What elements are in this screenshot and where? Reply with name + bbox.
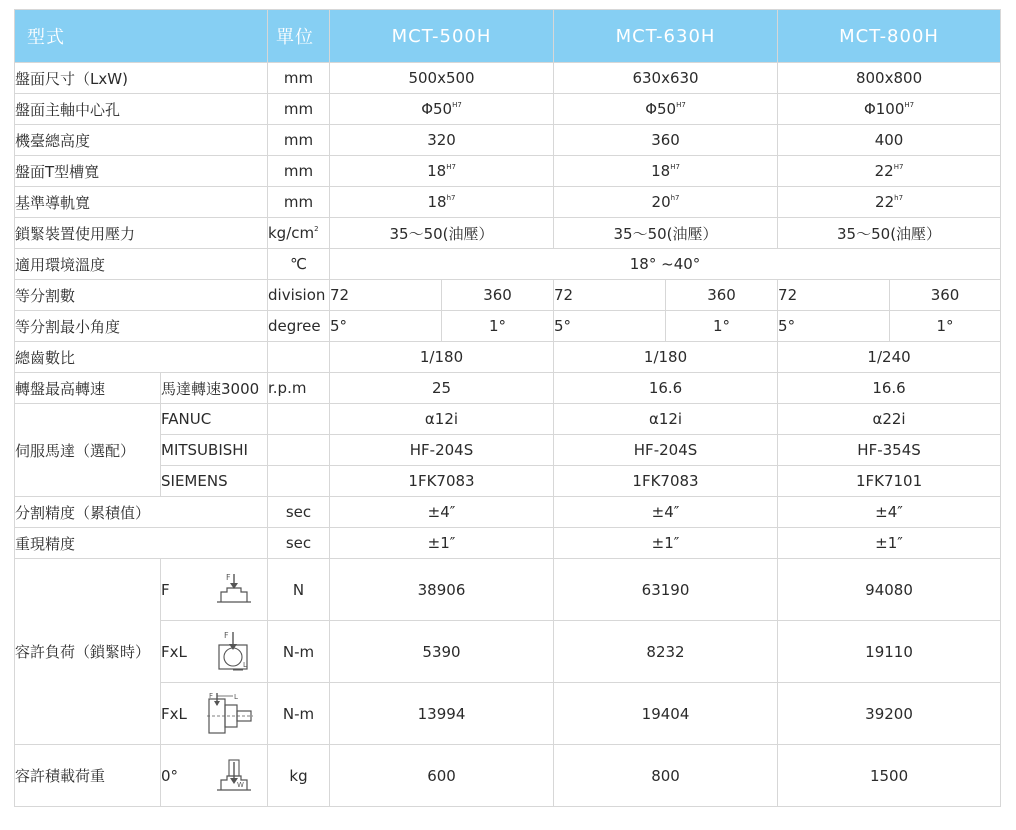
value-cell: $\Phi 50^{H7}$ <box>330 94 554 125</box>
value-cell: 5° <box>554 311 666 342</box>
value-cell: 400 <box>778 125 1001 156</box>
value-cell: HF-204S <box>330 435 554 466</box>
row-unit: mm <box>268 187 330 218</box>
value-cell: 1/240 <box>778 342 1001 373</box>
value-cell: 1° <box>442 311 554 342</box>
row-sublabel: FANUC <box>161 404 268 435</box>
row-unit <box>268 404 330 435</box>
tolerance-sup: H7 <box>676 101 686 109</box>
value-cell: 72 <box>778 280 890 311</box>
model-header: MCT-800H <box>778 10 1001 63</box>
value-cell: 8232 <box>554 621 778 683</box>
svg-text:W: W <box>237 780 244 789</box>
value-cell: 35～50(油壓） <box>330 218 554 249</box>
load-capacity-diagram-icon <box>213 756 255 796</box>
row-servo-mitsubishi <box>15 435 1001 466</box>
row-servo-siemens <box>15 466 1001 497</box>
value-cell: 38906 <box>330 559 554 621</box>
row-label: 盤面主軸中心孔 <box>15 94 268 125</box>
row-sublabel: SIEMENS <box>161 466 268 497</box>
tolerance-sup: H7 <box>893 163 904 171</box>
value-cell: $20^{h7}$ <box>554 187 778 218</box>
row-divisions <box>15 280 1001 311</box>
value-cell: 360 <box>554 125 778 156</box>
axial-load-diagram-icon <box>213 570 255 610</box>
row-label: 盤面尺寸（LxW) <box>15 63 268 94</box>
row-label: 伺服馬達（選配） <box>15 404 161 497</box>
value-cell: 35～50(油壓） <box>554 218 778 249</box>
value-cell: $\Phi 50^{H7}$ <box>554 94 778 125</box>
row-center-hole <box>15 94 1001 125</box>
row-capacity <box>15 745 1001 807</box>
tolerance-sup: H7 <box>670 163 680 171</box>
value-cell: 72 <box>330 280 442 311</box>
moment-load-diagram-icon <box>213 629 255 675</box>
value-cell: 1/180 <box>554 342 778 373</box>
row-label: 適用環境溫度 <box>15 249 268 280</box>
row-temperature <box>15 249 1001 280</box>
row-unit: mm <box>268 63 330 94</box>
value-cell: 5° <box>330 311 442 342</box>
row-sublabel: 馬達轉速3000 <box>161 373 268 404</box>
value-cell: $\Phi 100^{H7}$ <box>778 94 1001 125</box>
value-cell: ±4″ <box>554 497 778 528</box>
row-repeatability <box>15 528 1001 559</box>
row-guide <box>15 187 1001 218</box>
value-cell: 25 <box>330 373 554 404</box>
row-unit: N <box>268 559 330 621</box>
value-cell: 1FK7083 <box>554 466 778 497</box>
row-clamp-pressure <box>15 218 1001 249</box>
row-label: 分割精度（累積值） <box>15 497 268 528</box>
row-height <box>15 125 1001 156</box>
row-label: 轉盤最高轉速 <box>15 373 161 404</box>
svg-text:F: F <box>226 572 231 582</box>
row-sublabel: FxL F L <box>161 683 268 745</box>
value-cell: 800 <box>554 745 778 807</box>
row-label: 盤面T型槽寬 <box>15 156 268 187</box>
tolerance-sup: h7 <box>670 194 680 202</box>
value-cell: 19404 <box>554 683 778 745</box>
svg-text:F: F <box>224 630 229 640</box>
type-header: 型式 <box>15 10 268 63</box>
value-cell: $18^{H7}$ <box>330 156 554 187</box>
row-unit <box>268 342 330 373</box>
svg-text:L: L <box>234 692 238 701</box>
tolerance-sup: h7 <box>446 194 456 202</box>
value-cell: HF-354S <box>778 435 1001 466</box>
value-cell: $22^{H7}$ <box>778 156 1001 187</box>
value-cell: 19110 <box>778 621 1001 683</box>
row-unit: division <box>268 280 330 311</box>
unit-sup: 2 <box>314 225 319 233</box>
row-load-moment <box>15 621 1001 683</box>
row-unit: r.p.m <box>268 373 330 404</box>
value-cell: 72 <box>554 280 666 311</box>
tolerance-sup: H7 <box>452 101 462 109</box>
tolerance-sup: h7 <box>894 194 904 202</box>
value-cell: 320 <box>330 125 554 156</box>
row-sublabel: MITSUBISHI <box>161 435 268 466</box>
row-sublabel: 0° W <box>161 745 268 807</box>
row-unit <box>268 435 330 466</box>
value-cell: 63190 <box>554 559 778 621</box>
row-unit: mm <box>268 125 330 156</box>
row-unit: ℃ <box>268 249 330 280</box>
row-min-angle <box>15 311 1001 342</box>
row-unit: sec <box>268 528 330 559</box>
row-unit: sec <box>268 497 330 528</box>
row-label: 容許負荷（鎖緊時） <box>15 559 161 745</box>
value-cell: α12i <box>330 404 554 435</box>
row-accuracy <box>15 497 1001 528</box>
row-table-size <box>15 63 1001 94</box>
value-cell: $18^{H7}$ <box>554 156 778 187</box>
value-cell: 1° <box>666 311 778 342</box>
value-cell: 1/180 <box>330 342 554 373</box>
value-cell: 1FK7101 <box>778 466 1001 497</box>
value-cell: ±4″ <box>778 497 1001 528</box>
value-cell: 1FK7083 <box>330 466 554 497</box>
row-label: 重現精度 <box>15 528 268 559</box>
svg-text:L: L <box>243 660 247 669</box>
row-unit: degree <box>268 311 330 342</box>
tolerance-sup: H7 <box>446 163 456 171</box>
value-cell: α12i <box>554 404 778 435</box>
value-cell: 13994 <box>330 683 554 745</box>
value-cell: ±1″ <box>330 528 554 559</box>
value-cell: 630x630 <box>554 63 778 94</box>
value-cell: 500x500 <box>330 63 554 94</box>
value-cell: 1500 <box>778 745 1001 807</box>
row-unit: N-m <box>268 621 330 683</box>
row-load-tangential <box>15 683 1001 745</box>
value-cell: ±1″ <box>778 528 1001 559</box>
model-header: MCT-630H <box>554 10 778 63</box>
row-unit: N-m <box>268 683 330 745</box>
row-load-axial <box>15 559 1001 621</box>
value-cell: ±4″ <box>330 497 554 528</box>
value-cell: $22^{h7}$ <box>778 187 1001 218</box>
unit-header: 單位 <box>268 10 330 63</box>
row-sublabel: F F <box>161 559 268 621</box>
row-unit: mm <box>268 156 330 187</box>
value-cell: 360 <box>666 280 778 311</box>
value-cell: 16.6 <box>554 373 778 404</box>
row-unit: mm <box>268 94 330 125</box>
value-cell: HF-204S <box>554 435 778 466</box>
tangential-load-diagram-icon <box>207 691 255 737</box>
row-unit: $kg/cm^2$ <box>268 218 330 249</box>
value-cell: 16.6 <box>778 373 1001 404</box>
value-cell: 5390 <box>330 621 554 683</box>
row-max-speed <box>15 373 1001 404</box>
row-label: 鎖緊裝置使用壓力 <box>15 218 268 249</box>
row-gear-ratio <box>15 342 1001 373</box>
row-unit <box>268 466 330 497</box>
spec-table <box>14 9 1001 807</box>
row-label: 容許積載荷重 <box>15 745 161 807</box>
row-unit: kg <box>268 745 330 807</box>
value-cell: 1° <box>890 311 1001 342</box>
row-label: 等分割數 <box>15 280 268 311</box>
value-cell: $18^{h7}$ <box>330 187 554 218</box>
value-cell: 35～50(油壓） <box>778 218 1001 249</box>
value-cell: 800x800 <box>778 63 1001 94</box>
value-cell: 360 <box>442 280 554 311</box>
value-cell: 360 <box>890 280 1001 311</box>
value-cell: ±1″ <box>554 528 778 559</box>
row-servo-fanuc <box>15 404 1001 435</box>
row-t-slot <box>15 156 1001 187</box>
value-cell: 600 <box>330 745 554 807</box>
value-cell: 94080 <box>778 559 1001 621</box>
tolerance-sup: H7 <box>904 101 915 109</box>
value-cell: 5° <box>778 311 890 342</box>
row-label: 等分割最小角度 <box>15 311 268 342</box>
model-header: MCT-500H <box>330 10 554 63</box>
row-sublabel: FxL F L <box>161 621 268 683</box>
header-row <box>15 10 1001 63</box>
row-label: 機臺總高度 <box>15 125 268 156</box>
value-cell: α22i <box>778 404 1001 435</box>
svg-text:F: F <box>209 691 214 700</box>
row-label: 總齒數比 <box>15 342 268 373</box>
row-label: 基準導軌寬 <box>15 187 268 218</box>
value-cell: 18° ~40° <box>330 249 1001 280</box>
value-cell: 39200 <box>778 683 1001 745</box>
